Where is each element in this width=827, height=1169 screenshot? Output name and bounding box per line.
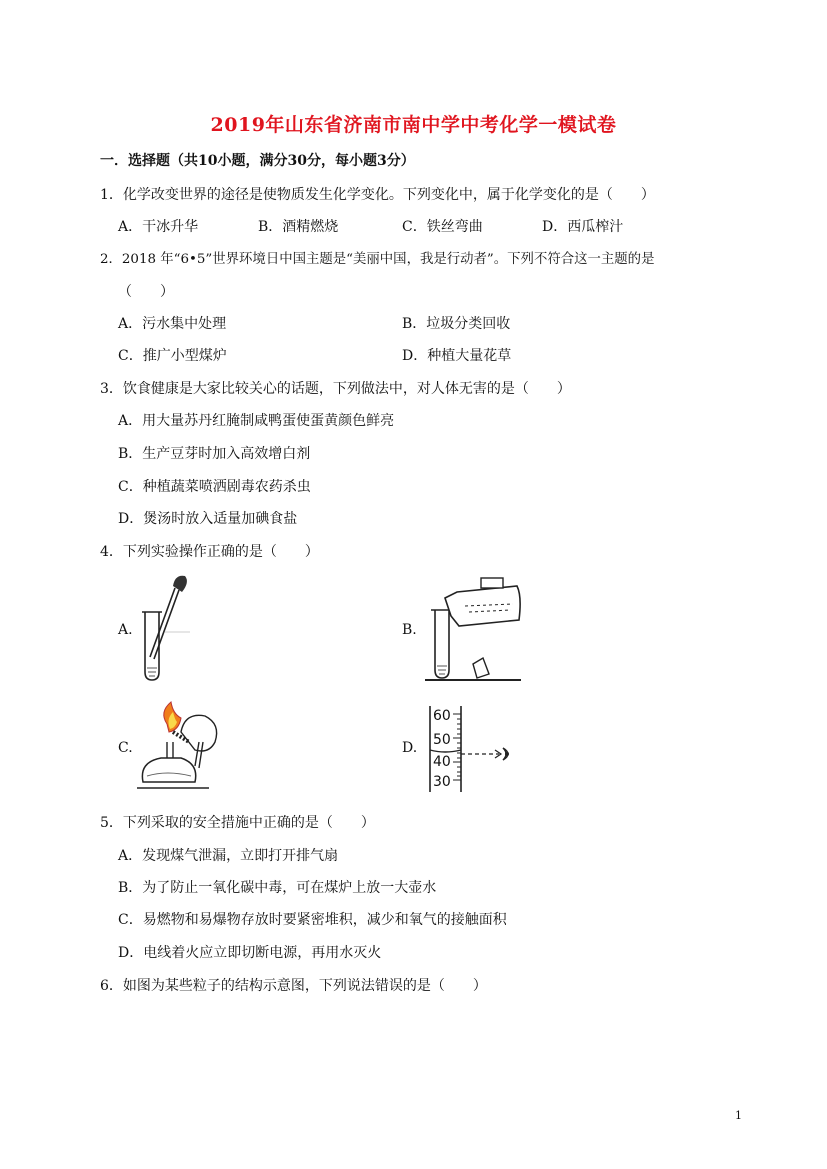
question-3-option-a: A．用大量苏丹红腌制咸鸭蛋使蛋黄颜色鲜亮 xyxy=(118,413,395,429)
question-2-stem: 2．2018 年“6•5”世界环境日中国主题是“美丽中国，我是行动者”。下列不符合这一主题的是 xyxy=(100,252,655,267)
question-2-option-d: D．种植大量花草 xyxy=(402,348,512,364)
question-4-option-b: B. xyxy=(402,622,417,638)
question-2-stem-continued: （ ） xyxy=(118,284,174,300)
dropper-in-test-tube-figure xyxy=(135,572,195,684)
question-3-option-b: B．生产豆芽时加入高效增白剂 xyxy=(118,446,311,462)
question-5-option-d: D．电线着火应立即切断电源，再用水灭火 xyxy=(118,945,382,961)
pouring-liquid-figure xyxy=(425,576,525,684)
question-2-option-c: C．推广小型煤炉 xyxy=(118,348,227,364)
cylinder-tick-30: 30 xyxy=(433,774,451,790)
question-1-option-a: A．干冰升华 xyxy=(118,219,199,235)
question-5-option-c: C．易燃物和易爆物存放时要紧密堆积，减少和氧气的接触面积 xyxy=(118,912,507,928)
question-2-option-b: B．垃圾分类回收 xyxy=(402,316,511,332)
question-3-stem: 3．饮食健康是大家比较关心的话题，下列做法中，对人体无害的是（ ） xyxy=(100,381,571,397)
question-4-option-d: D. xyxy=(402,740,418,756)
page-number: 1 xyxy=(735,1109,742,1122)
question-5-option-b: B．为了防止一氧化碳中毒，可在煤炉上放一大壶水 xyxy=(118,880,437,896)
question-4-stem: 4．下列实验操作正确的是（ ） xyxy=(100,544,319,560)
graduated-cylinder-reading-figure xyxy=(425,704,520,792)
section-heading: 一．选择题（共10小题，满分30分，每小题3分） xyxy=(100,153,415,169)
question-5-stem: 5．下列采取的安全措施中正确的是（ ） xyxy=(100,815,375,831)
question-1-stem: 1．化学改变世界的途径是使物质发生化学变化。下列变化中，属于化学变化的是（ ） xyxy=(100,187,655,203)
question-3-option-c: C．种植蔬菜喷洒剧毒农药杀虫 xyxy=(118,479,311,495)
question-4-option-a: A. xyxy=(118,622,133,638)
question-1-option-b: B．酒精燃烧 xyxy=(258,219,339,235)
question-1-option-c: C．铁丝弯曲 xyxy=(402,219,483,235)
question-3-option-d: D．煲汤时放入适量加碘食盐 xyxy=(118,511,298,527)
question-2-option-a: A．污水集中处理 xyxy=(118,316,227,332)
cylinder-tick-50: 50 xyxy=(433,732,451,748)
question-5-option-a: A．发现煤气泄漏，立即打开排气扇 xyxy=(118,848,339,864)
alcohol-lamp-lighting-figure xyxy=(137,702,227,794)
question-4-option-c: C. xyxy=(118,740,133,756)
page-title: 2019年山东省济南市南中学中考化学一模试卷 xyxy=(210,114,617,136)
cylinder-tick-40: 40 xyxy=(433,754,451,770)
cylinder-tick-60: 60 xyxy=(433,708,451,724)
question-6-stem: 6．如图为某些粒子的结构示意图，下列说法错误的是（ ） xyxy=(100,978,487,994)
question-1-option-d: D．西瓜榨汁 xyxy=(542,219,624,235)
